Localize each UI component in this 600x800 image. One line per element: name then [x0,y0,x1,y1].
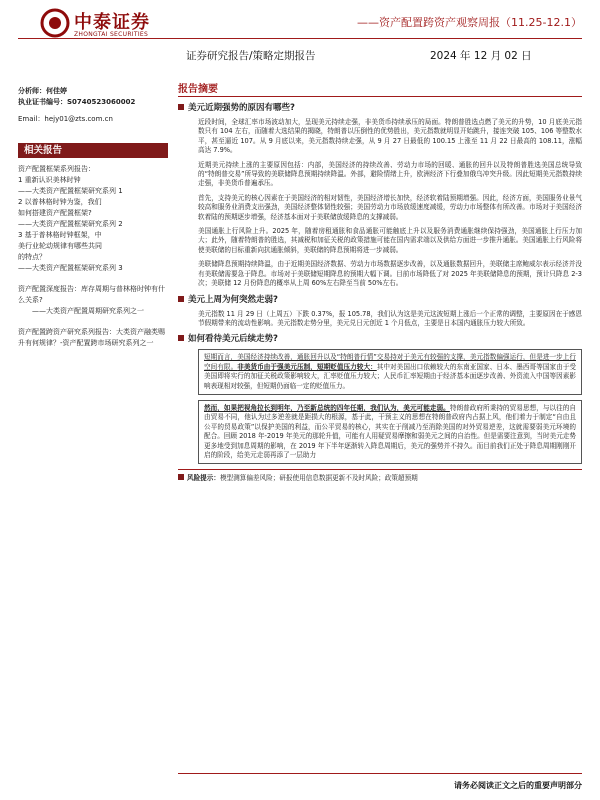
bullet-square-icon [178,104,184,110]
related-depth-report[interactable] [18,284,168,317]
logo-mark-icon [40,8,70,38]
box2-lead: 然而，如果把视角拉长到明年，乃至新总统的四年任期，我们认为，美元可能走弱。 [204,403,450,412]
analyst-email[interactable]: hejy01@zts.com.cn [44,115,113,123]
paragraph-1: 近段时间，全球汇率市场波动加大，呈现美元持续走强，非美货币持续承压的局面。特朗普胜选点燃了美元的升势，10 月底美元指数只有 104 左右，而随着大选结果的揭晓，特朗普以压倒性的优势胜出，美元指数就明显开始跳升，接连突破 105、106 等整数水平，甚至逼近 107。从 9 月底以来，美元指数持续走强，从 9 月 27 日最低的 100.15 上涨至 11 月 22 日最高的 108.11，涨幅高达 7.9%。 [198,118,582,155]
header-divider [18,38,582,39]
question-1-text: 美元近期强势的原因有哪些? [188,103,295,113]
depth-report-series: ——大类资产配置周期研究系列之一 [32,307,144,315]
analyst-name-label: 分析师： [18,87,46,95]
abstract-section [178,80,582,484]
series-title: ——资产配置跨资产观察周报（11.25-12.1） [357,16,582,29]
paragraph-4: 美国通胀上行风险上升。2025 年，随着房租通胀和食品通胀可能触底上升以及服务消费通胀继续保持强劲，美国通胀上行压力加大；此外，随着特朗普的胜选，其减税和加征关税的政策措施可能在国内需求端以及供给方面进一步推升通胀。美国通胀上行风险将使美联储的目标重新向抗通胀倾斜，美联储的降息预期将进一步减弱。 [198,227,582,254]
framework-report-line[interactable]: ——大类资产配置框架研究系列 3 [18,264,123,272]
footer-disclaimer: 请务必阅读正文之后的重要声明部分 [454,781,582,790]
paragraph-5: 美联储降息预期持续降温，由于近期美国经济数据、劳动力市场数据逐步改善，以及通胀数据回升，美联储主席鲍威尔表示经济并没有美联储需要急于降息。市场对于美联储短期降息的预期大幅下调。目前市场降低了对 2025 年美联储降息的预期，预计只降息 2-3 次；美联储 12 月份降息的概率从上周 60%左右降至当前 50%左右。 [198,260,582,288]
framework-report-line[interactable]: 1 重新认识美林时钟 [18,176,81,184]
depth-report-title: 资产配置深度报告：库存周期与普林格时钟有什么关系? [18,285,165,304]
framework-report-line[interactable]: 如何搭建资产配置框架? [18,209,92,217]
bullet-square-icon [178,474,184,480]
outlook-box-2 [198,400,582,464]
framework-report-list [18,175,168,274]
bullet-square-icon [178,335,184,341]
cross-report-title: 资产配置跨资产研究系列报告：大类资产融类赐升有何规律？-资产配置跨市场研究系列之一 [18,328,165,347]
paragraph-6: 美元指数 11 月 29 日（上周五）下跌 0.37%，报 105.78，我们认为这是美元这波短期上涨后一个正常的调整，主要原因在于感恩节假期带来的流动性影响。美元指数走势分里，美元兑日元创近 1 个月低点，主要是日本国内通胀压力较大所致。 [198,309,582,327]
question-3 [178,332,582,344]
question-1 [178,101,582,113]
cert-number: S0740523060002 [67,98,136,106]
box1-emphasis: 非美货币由于强美元压制，短期贬值压力较大： [237,362,377,371]
box2-body: 特朗普政府所秉持的贸易思想，与以往的自由贸易不同，他认为过多逆差就是距损大的根源，基于此，干预主义的思想在特朗普政府内占据上风，他们着力于制定“自由且公平的贸易政策”以保护美国的利益，而公平贸易的核心，其实在于削减乃至消除美国的对外贸易逆差，这就需要弱美元环境的配合。回顾 2018 年-2019 年美元的那轮升值，可能有人用疑贸易摩擦和弱美元之间的自治性。但是需要注意到，当时美元走势更多地受到加息周期的影响，在 2019 年下半年逐渐转入降息周期后，美元的强势并不持久。而目前我们正处于降息周期刚刚开启的阶段，给美元走弱再添了一层助力 [204,403,577,459]
abstract-heading: 报告摘要 [178,80,582,97]
logo-text-cn: 中泰证券 [74,12,150,33]
footer-divider [178,773,582,774]
question-2 [178,293,582,305]
framework-report-line[interactable]: 美行业轮动规律有哪些共同 [18,242,102,250]
framework-report-line[interactable]: 3 基于普林格时钟框架，中 [18,231,102,239]
logo-text-en: ZHONGTAI SECURITIES [74,31,149,38]
left-sidebar [18,86,168,349]
box1-lead: 短期而言，美国经济持续改善，通胀回升以及“特朗普行情”交易持对于美元有较强的支撑，美元指数偏强运行，但是进一步上行空间有限。 [204,353,576,371]
framework-report-line[interactable]: ——大类资产配置框架研究系列 1 [18,187,123,195]
analyst-block [18,86,168,125]
question-2-text: 美元上周为何突然走弱? [188,294,278,305]
framework-report-line[interactable]: ——大类资产配置框架研究系列 2 [18,220,123,228]
email-label: Email： [18,115,45,123]
outlook-box-1 [198,349,582,395]
analyst-name: 何佳婷 [46,87,67,95]
related-reports-heading: 相关报告 [18,143,168,158]
risk-text: 模型测算偏差风险；研报使用信息数据更新不及时风险；政策超预期 [219,474,418,483]
framework-report-line[interactable]: 的特点？ [18,253,46,261]
framework-report-line[interactable]: 2 以普林格时钟为鉴，我们 [18,198,102,206]
paragraph-3: 首先，支持美元的核心因素在于美国经济的相对韧性，美国经济增长加快，经济软着陆预期增强。因此，经济方面，美国服务业景气较高和服务业消费支出强劲，美国经济整体韧性较强；美国劳动力市场放缓速度减缓，劳动力市场整体有所改善。市场对于美国经济软着陆的预期逐步增强，经济基本面对于美联储放缓降息的支撑减弱。 [198,193,582,221]
box1-body: 其中对美国出口依赖较大的东南亚国家、日本、墨西哥等国家由于受美国即将实行的加征关税政策影响较大，汇率贬值压力较大；人民币汇率短期由于经济基本面逐步改善、外资流入中国等因素影响表现相对较强，但短期仍面临一定的贬值压力。 [204,362,577,390]
report-type: 证券研究报告/策略定期报告 [186,50,316,62]
risk-label: 风险提示： [187,474,220,483]
cert-label: 执业证书编号： [18,98,67,106]
related-cross-report[interactable] [18,327,168,349]
report-date: 2024 年 12 月 02 日 [430,50,532,62]
paragraph-2: 近期美元持续上涨的主要原因包括：内部，美国经济的持续改善、劳动力市场的回暖、通胀的回升以及特朗普胜选美国总统导致的“特朗普交易”所导致的美联储降息预期持续降温。外部，避险情绪上升，欧洲经济下行叠加俄乌冲突升级。因此短期美元指数持续走强，非美货币普遍承压。 [198,160,582,188]
risk-warning [178,469,582,483]
bullet-square-icon [178,296,184,302]
question-3-text: 如何看待美元后续走势? [188,334,278,345]
related-intro: 资产配置框架系列报告： [18,165,95,173]
